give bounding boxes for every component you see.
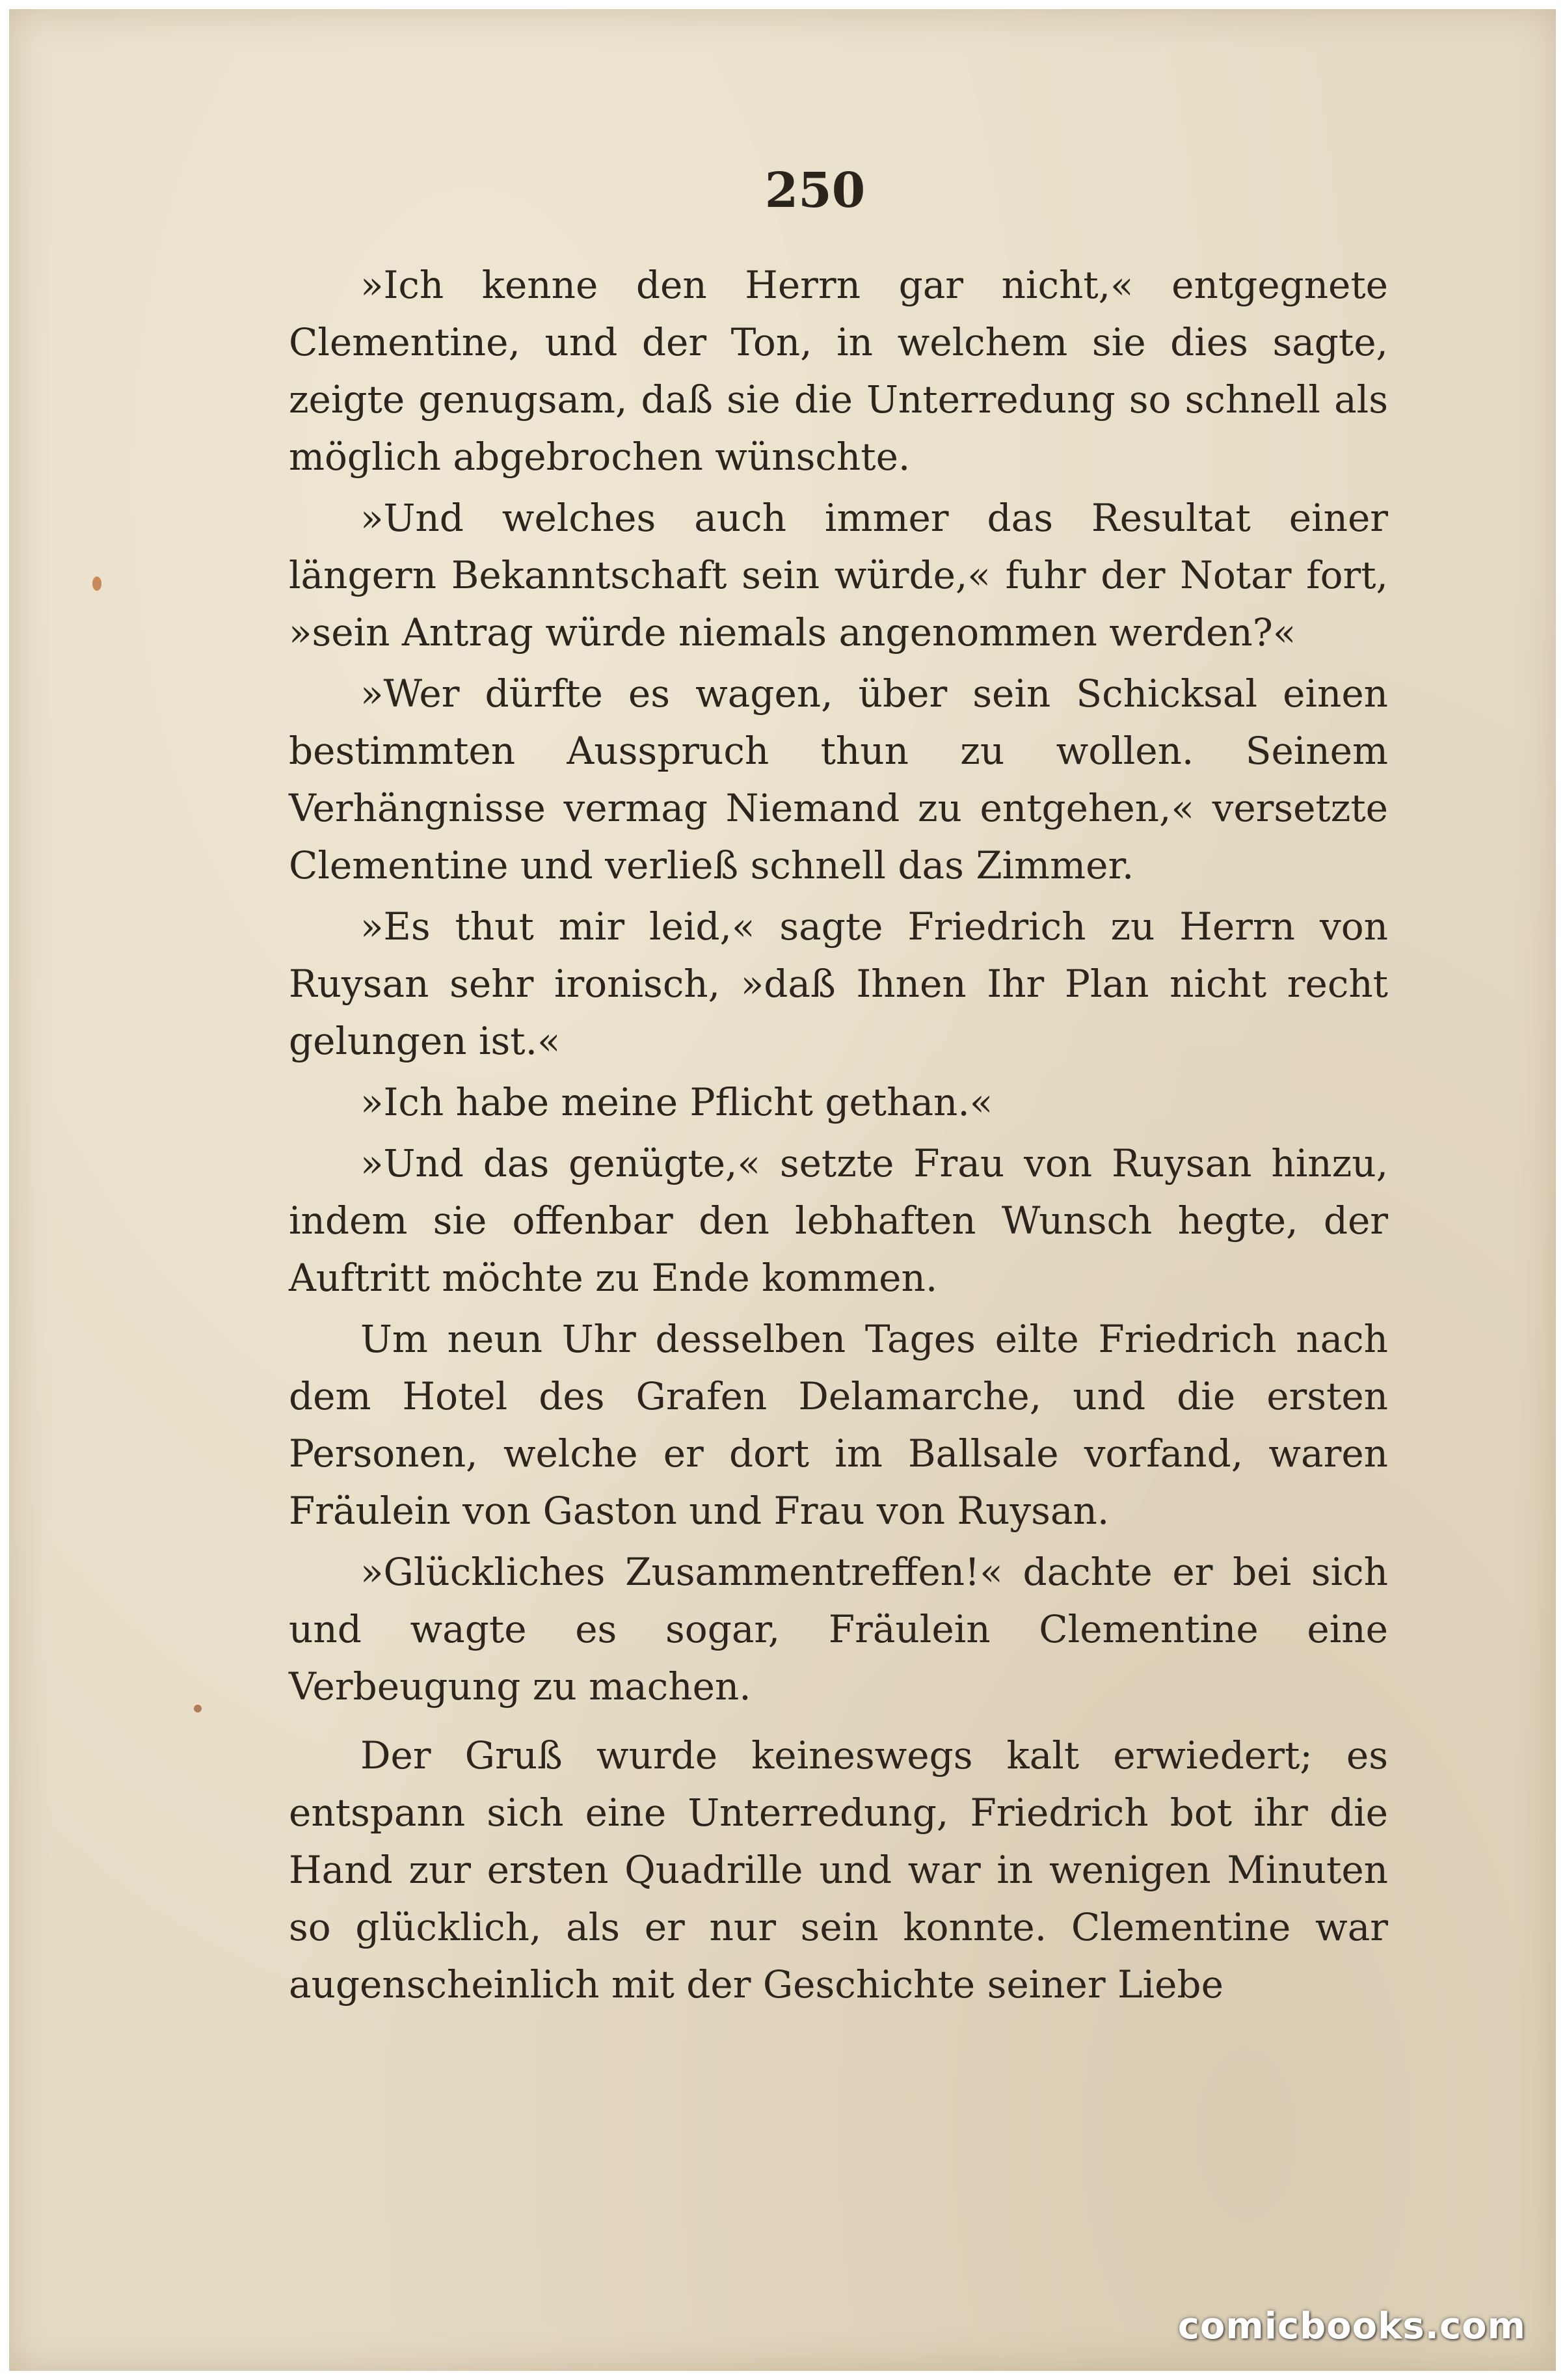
paragraph: »Glückliches Zusammentreffen!« dachte er bei sich und wagte es sogar, Fräulein Clementine eine Verbeugung zu machen. — [289, 1550, 1388, 1709]
watermark-logo: comicbooks.com — [1177, 2305, 1526, 2347]
body-text — [289, 256, 1388, 2017]
paragraph: »Es thut mir leid,« sagte Friedrich zu Herrn von Ruysan sehr ironisch, »daß Ihnen Ihr Plan nicht recht gelungen ist.« — [289, 904, 1388, 1063]
paragraph: Um neun Uhr desselben Tages eilte Friedrich nach dem Hotel des Grafen Delamarche, und die ersten Personen, welche er dort im Ballsale vorfand, waren Fräulein von Gaston und Frau von Ruysan. — [289, 1317, 1388, 1533]
paragraph: »Ich kenne den Herrn gar nicht,« entgegnete Clementine, und der Ton, in welchem sie dies sagte, zeigte genugsam, daß sie die Unterredung so schnell als möglich abgebrochen wünschte. — [289, 263, 1388, 479]
book-page — [9, 9, 1556, 2371]
page-number: 250 — [764, 163, 866, 219]
paragraph: »Und das genügte,« setzte Frau von Ruysan hinzu, indem sie offenbar den lebhaften Wunsch hegte, der Auftritt möchte zu Ende kommen. — [289, 1141, 1388, 1300]
paragraph: »Wer dürfte es wagen, über sein Schicksal einen bestimmten Ausspruch thun zu wollen. Seinem Verhängnisse vermag Niemand zu entgehen,« versetzte Clementine und verließ schnell das Zimmer. — [289, 671, 1388, 887]
paper-stain — [194, 1705, 202, 1712]
paragraph: »Und welches auch immer das Resultat einer längern Bekanntschaft sein würde,« fuhr der Notar fort, »sein Antrag würde niemals angenommen werden?« — [289, 496, 1388, 655]
paragraph: Der Gruß wurde keineswegs kalt erwiedert; es entspann sich eine Unterredung, Friedrich bot ihr die Hand zur ersten Quadrille und war in wenigen Minuten so glücklich, als er nur sein konnte. Clementine war augenscheinlich mit der Geschichte seiner Liebe — [289, 1733, 1388, 2007]
paragraph: »Ich habe meine Pflicht gethan.« — [360, 1080, 993, 1124]
paper-stain — [92, 576, 101, 591]
